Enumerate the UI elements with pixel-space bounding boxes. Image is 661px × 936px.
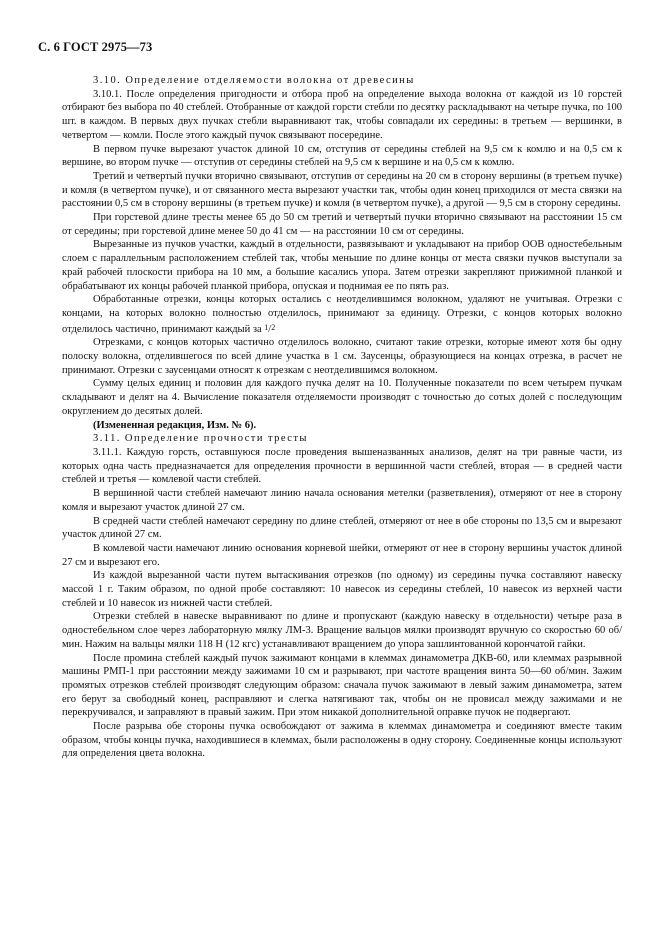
paragraph: В комлевой части намечают линию основания корневой шейки, отмеряют от нее в сторону вершины участок длиной 27 см и вырезают его. — [62, 542, 622, 568]
paragraph: В вершинной части стеблей намечают линию начала основания метелки (разветвления), отмеряют от нее в сторону комля и вырезают участок длиной 27 см. — [62, 488, 622, 513]
paragraph: После промина стеблей каждый пучок зажимают концами в клеммах динамометра ДКВ-60, или клеммах разрывной машины РМП-1 при расстоянии между зажимами 10 см и разрывают, при частоте вращения винта 50—60 об/мин. Зажим промятых отрезков стеблей производят следующим образом: сначала пучок зажимают в левый зажим динамометра, затем его берут за свободный конец, расправляют и слегка натягивают так, чтобы он не провисал между зажимами и не перекручивался, и заправляют в правый зажим. При этом никакой дополнительной оправке пучок не подвергают. — [62, 652, 622, 719]
paragraph: В первом пучке вырезают участок длиной 10 см, отступив от середины стеблей на 9,5 см к комлю и на 0,5 см к вершине, во втором пучке — отступив от середины стеблей на 9,5 см к вершине и на 0,5 см к комлю. — [62, 143, 622, 169]
amendment-note: (Измененная редакция, Изм. № 6). — [93, 419, 257, 431]
paragraph: В средней части стеблей намечают середину по длине стеблей, отмеряют от нее в обе стороны по 13,5 см и вырезают участок длиной 27 см. — [62, 515, 622, 541]
paragraph: Третий и четвертый пучки вторично связывают, отступив от середины на 20 см в сторону вершины (в третьем пучке) и комля (в четвертом пучке), и от связанного места вырезают участки так, чтобы один конец приходился от места связки на расстоянии 0,5 см в сторону вершины (в третьем пучке) и комля (в четвертом пучке), а другой — 9,5 см в сторону середины. — [62, 170, 622, 210]
paragraph: 3.11.1. Каждую горсть, оставшуюся после проведения вышеназванных анализов, делят на три равные части, из которых одна часть предназначается для определения прочности в вершинной части стеблей, вторая — в средней части стеблей и третья — комлевой части стеблей. — [62, 446, 622, 486]
paragraph: Обработанные отрезки, концы которых остались с неотделившимся волокном, удаляют не учитывая. Отрезки с концами, на которых волокно полностью отделилось, принимают за единицу. Отрезки, с концов которых волокно отделилось частично, принимают каждый за $^1/_2$ — [62, 294, 622, 335]
paragraph: После разрыва обе стороны пучка освобождают от зажима в клеммах динамометра и соединяют вместе таким образом, чтобы концы пучка, находившиеся в клеммах, были расположены в одну сторону. Соединенные концы используют для определения цвета волокна. — [62, 721, 622, 760]
paragraph-text: Обработанные отрезки, концы которых остались с неотделившимся волокном, удаляют не учитывая. Отрезки с концами, на которых волокно полностью отделилось, принимают за единицу. Отрезки, с концов которых волокно отделилось частично, принимают каждый за — [62, 294, 622, 335]
fraction-denominator: 2 — [271, 322, 276, 332]
paragraph: При горстевой длине тресты менее 65 до 50 см третий и четвертый пучки вторично связывают на расстоянии 15 см от середины; при горстевой длине менее 50 до 41 см — на расстоянии 10 см от середины. — [62, 212, 622, 237]
fraction-numerator: 1 — [264, 322, 269, 332]
document-body — [62, 74, 622, 761]
paragraph: Отрезки стеблей в навеске выравнивают по длине и пропускают (каждую навеску в отдельности) четыре раза в одностебельном слое через лабораторную мялку ЛМ-3. Вращение вальцов мялки производят вручную со скоростью 60 об/мин. Нажим на вальцы мялки 118 Н (12 кгс) устанавливают вращением до упора зашлинтованной корончатой гайки. — [62, 611, 622, 650]
paragraph: Вырезанные из пучков участки, каждый в отдельности, развязывают и укладывают на прибор ООВ одностебельным слоем с параллельным расположением стеблей так, чтобы меньшие по длине концы от места связки пучков выступали за край рабочей плоскости прибора на 10 мм, а большие касались упора. Затем отрезки закрепляют прижимной планкой и обрабатывают их концы рабочей планкой прибора, опуская и поднимая ее по пять раз. — [62, 239, 622, 292]
page-header: С. 6 ГОСТ 2975—73 — [38, 40, 153, 54]
section-heading: 3.10. Определение отделяемости волокна от древесины — [93, 75, 415, 86]
paragraph: Отрезками, с концов которых частично отделилось волокно, считают такие отрезки, которые имеют хотя бы одну полоску волокна, отделившегося по всей длине участка в 1 см. Заусенцы, образующиеся на концах отрезка, в расчет не принимают. Отрезки с заусенцами относят к отрезкам с неотделившимся волокном. — [62, 337, 622, 376]
paragraph: 3.10.1. После определения пригодности и отбора проб на определение выхода волокна от каждой из 10 горстей отбирают без выбора по 40 стеблей. Отобранные от каждой горсти стебли по десятку раскладывают на четыре пучка, по 100 шт. в каждом. В первых двух пучках стебли выравнивают так, чтобы совпадали их середины: в третьем — вершинки, в четвертом — комли. После этого каждый пучок связывают посередине. — [62, 88, 622, 141]
section-heading: 3.11. Определение прочности тресты — [93, 433, 308, 445]
paragraph: Из каждой вырезанной части путем вытаскивания отрезков (по одному) из середины пучка составляют навеску массой 1 г. Таким образом, по одной пробе составляют: 10 навесок из середины стеблей, 10 навесок из верхней части стеблей и 10 навесок из нижней части стеблей. — [62, 570, 622, 609]
paragraph: Сумму целых единиц и половин для каждого пучка делят на 10. Полученные показатели по всем четырем пучкам складывают и делят на 4. Вычисление показателя отделяемости производят с точностью до сотых долей с последующим округлением до десятых долей. — [62, 378, 622, 417]
